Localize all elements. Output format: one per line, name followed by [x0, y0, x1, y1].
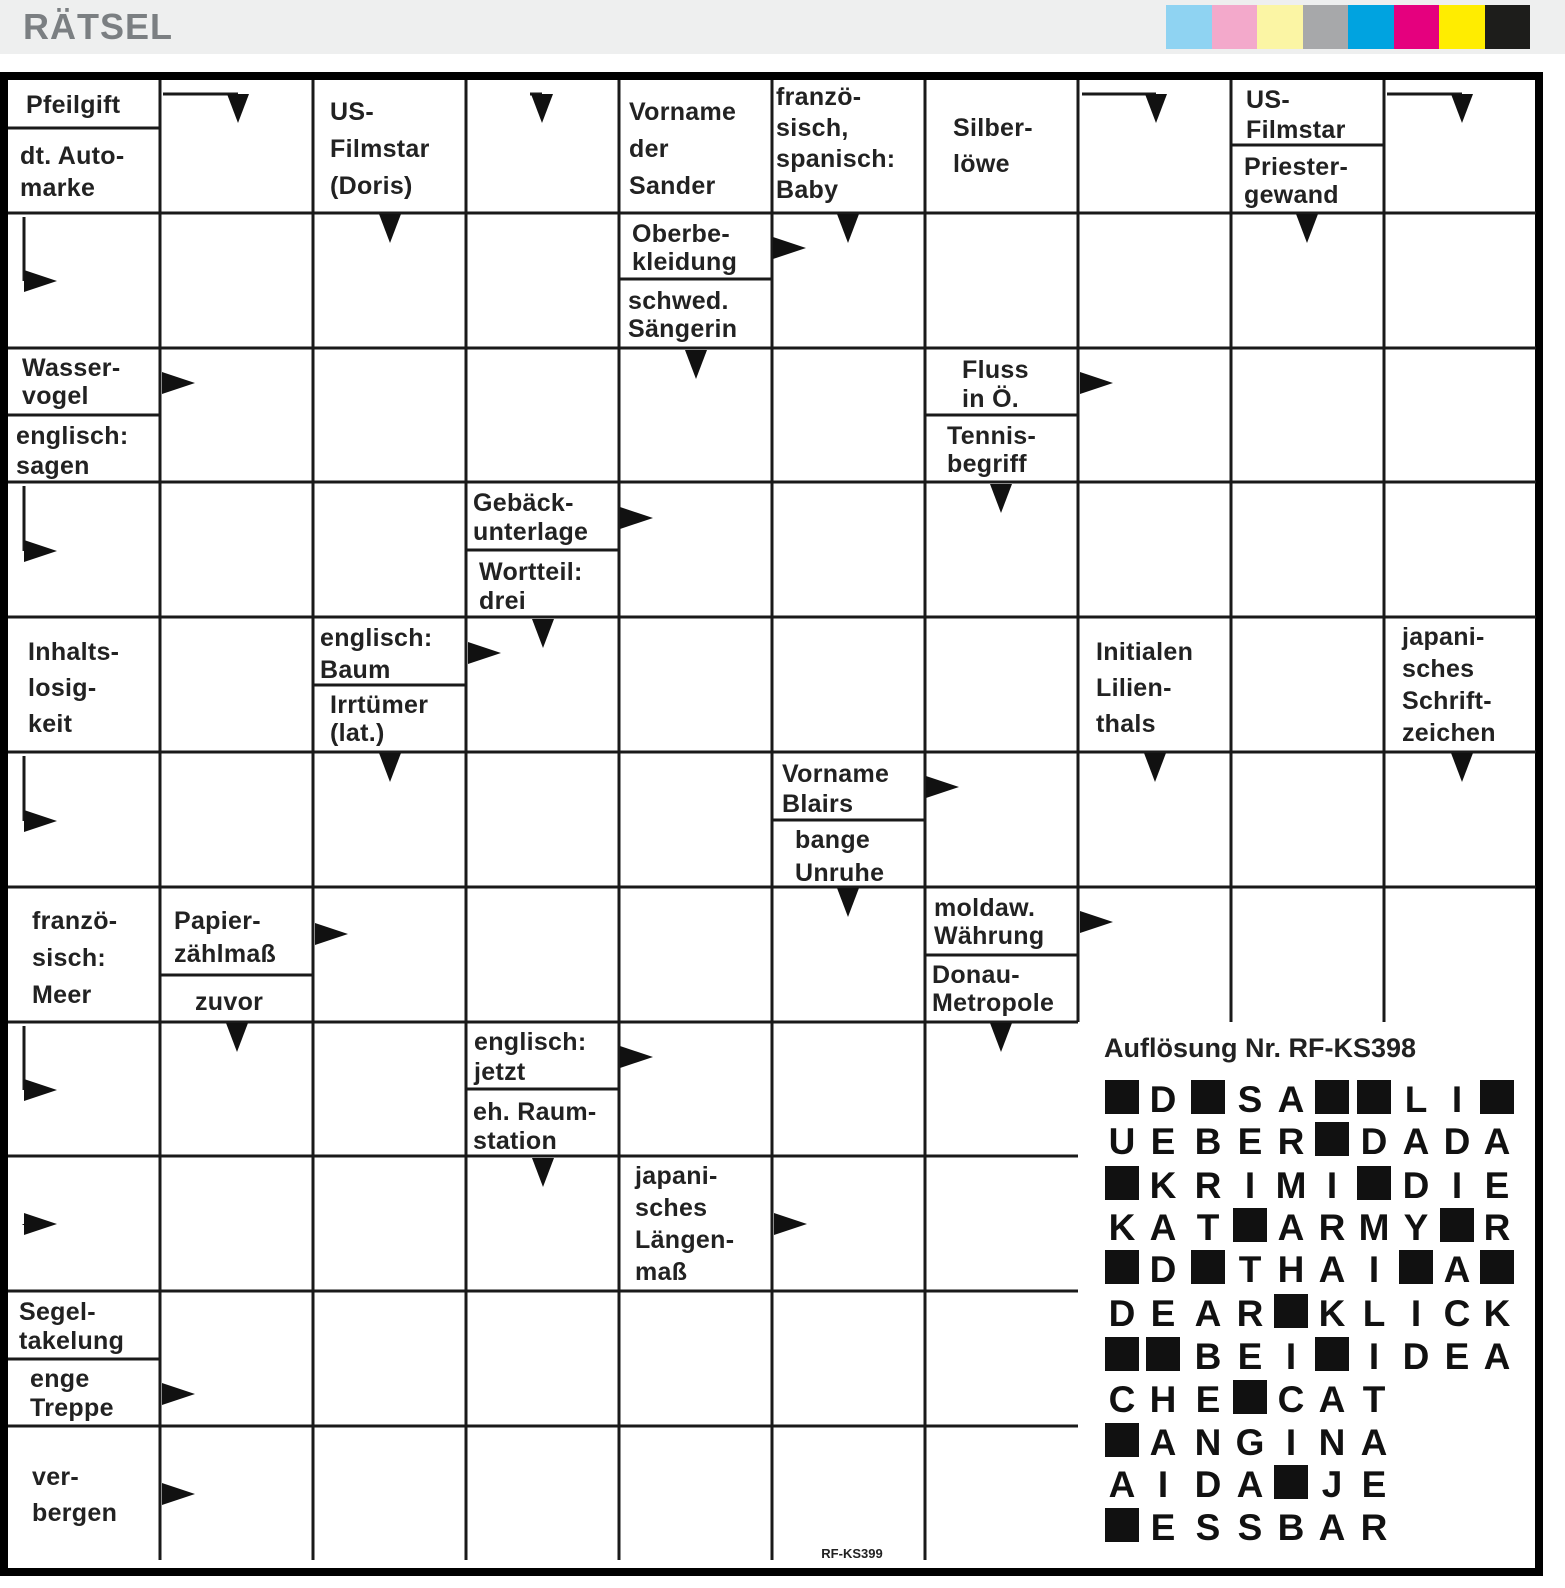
- solution-letter: E: [1150, 1507, 1176, 1548]
- solution-letter: D: [1108, 1293, 1136, 1334]
- clue-donau-metropole: Donau-Metropole: [932, 961, 1055, 1017]
- solution-letter: H: [1277, 1249, 1305, 1290]
- clue-jap-laengenmass: japani-sches Längen-maß: [635, 1162, 735, 1286]
- color-swatch-5: [1348, 5, 1394, 49]
- solution-letter: I: [1368, 1249, 1380, 1290]
- solution-letter: S: [1195, 1507, 1221, 1548]
- clue-wortteil-drei: Wortteil: drei: [479, 558, 583, 615]
- solution-letter: I: [1285, 1336, 1297, 1377]
- clue-raumstation: eh. Raum-station: [473, 1098, 597, 1155]
- solution-block: [1315, 1080, 1349, 1114]
- solution-letter: K: [1318, 1293, 1346, 1334]
- solution-letter: R: [1194, 1165, 1222, 1206]
- solution-letter: I: [1368, 1336, 1380, 1377]
- solution-letter: R: [1277, 1121, 1305, 1162]
- solution-block: [1480, 1080, 1514, 1114]
- solution-block: [1274, 1465, 1308, 1499]
- solution-letter: A: [1149, 1422, 1177, 1463]
- solution-letter: E: [1237, 1336, 1263, 1377]
- solution-letter: M: [1275, 1165, 1307, 1206]
- solution-letter: A: [1149, 1207, 1177, 1248]
- page-title: RÄTSEL: [23, 6, 173, 47]
- solution-block: [1105, 1508, 1139, 1542]
- clue-irrtuemer: Irrtümer (lat.): [330, 691, 429, 747]
- solution-block: [1191, 1080, 1225, 1114]
- solution-letter: A: [1277, 1079, 1305, 1120]
- solution-letter: D: [1443, 1121, 1471, 1162]
- solution-letter: I: [1410, 1293, 1422, 1334]
- solution-block: [1233, 1380, 1267, 1414]
- color-swatch-2: [1212, 5, 1258, 49]
- solution-letter: Y: [1403, 1207, 1429, 1248]
- solution-letter: R: [1483, 1207, 1511, 1248]
- solution-block: [1233, 1208, 1267, 1242]
- solution-letter: B: [1194, 1121, 1222, 1162]
- solution-block: [1105, 1423, 1139, 1457]
- clue-vorname-blairs: Vorname Blairs: [782, 760, 890, 818]
- solution-letter: I: [1451, 1079, 1463, 1120]
- solution-block: [1315, 1337, 1349, 1371]
- solution-letter: T: [1362, 1379, 1386, 1420]
- clue-inhaltslosigkeit: Inhalts-losig-keit: [28, 638, 120, 738]
- clue-segeltakelung: Segel-takelung: [19, 1298, 125, 1355]
- solution-letter: L: [1362, 1293, 1386, 1334]
- solution-letter: B: [1194, 1336, 1222, 1377]
- solution-letter: A: [1318, 1507, 1346, 1548]
- crossword-grid: [0, 72, 1565, 1588]
- solution-letter: T: [1196, 1207, 1220, 1248]
- solution-letter: R: [1318, 1207, 1346, 1248]
- solution-letter: I: [1285, 1422, 1297, 1463]
- solution-block: [1105, 1080, 1139, 1114]
- clue-papierzaehlmass: Papier-zählmaß: [174, 907, 277, 968]
- clue-meer: franzö-sisch: Meer: [32, 907, 118, 1009]
- header-bar: [0, 0, 1565, 54]
- color-swatch-8: [1485, 5, 1531, 49]
- solution-letter: D: [1194, 1464, 1222, 1505]
- solution-letter: D: [1402, 1336, 1430, 1377]
- solution-block: [1480, 1250, 1514, 1284]
- solution-letter: A: [1402, 1121, 1430, 1162]
- color-swatch-7: [1439, 5, 1485, 49]
- solution-letter: A: [1236, 1464, 1264, 1505]
- clue-moldaw-waehrung: moldaw. Währung: [934, 894, 1045, 950]
- solution-letter: M: [1358, 1207, 1390, 1248]
- clue-pfeilgift: Pfeilgift: [26, 91, 121, 119]
- clue-silberloewe: Silber-löwe: [953, 114, 1033, 178]
- clue-priestergewand: Priester-gewand: [1244, 153, 1349, 209]
- clue-schwed-saengerin: schwed. Sängerin: [628, 287, 738, 343]
- solution-letter: I: [1326, 1165, 1338, 1206]
- solution-letter: S: [1237, 1507, 1263, 1548]
- clue-baby: franzö-sisch, spanisch: Baby: [776, 83, 896, 204]
- solution-block: [1315, 1122, 1349, 1156]
- clue-gebaeckunterlage: Gebäck-unterlage: [473, 489, 589, 546]
- solution-block: [1274, 1294, 1308, 1328]
- clue-us-filmstar-doris: US-Filmstar (Doris): [330, 98, 430, 200]
- solution-letter: E: [1150, 1121, 1176, 1162]
- solution-letter: A: [1443, 1249, 1471, 1290]
- clue-enge-treppe: enge Treppe: [30, 1365, 114, 1422]
- solution-letter: R: [1360, 1507, 1388, 1548]
- solution-block: [1191, 1250, 1225, 1284]
- solution-letter: A: [1194, 1293, 1222, 1334]
- solution-letter: C: [1108, 1379, 1136, 1420]
- solution-title: Auflösung Nr. RF-KS398: [1104, 1033, 1417, 1063]
- solution-block: [1105, 1337, 1139, 1371]
- color-swatch-6: [1394, 5, 1440, 49]
- solution-letter: D: [1149, 1079, 1177, 1120]
- solution-letter: E: [1195, 1379, 1221, 1420]
- clue-bange-unruhe: bange Unruhe: [795, 826, 885, 887]
- solution-letter: I: [1451, 1165, 1463, 1206]
- solution-letter: I: [1244, 1165, 1256, 1206]
- solution-letter: E: [1237, 1121, 1263, 1162]
- puzzle-code: RF-KS399: [821, 1546, 883, 1561]
- clue-wasservogel: Wasser-vogel: [22, 354, 121, 410]
- solution-letter: A: [1483, 1121, 1511, 1162]
- solution-letter: D: [1149, 1249, 1177, 1290]
- solution-block: [1105, 1166, 1139, 1200]
- clue-dt-automarke: dt. Auto-marke: [20, 142, 125, 202]
- solution-letter: E: [1484, 1165, 1510, 1206]
- solution-letter: A: [1318, 1249, 1346, 1290]
- clue-verbergen: ver-bergen: [32, 1463, 118, 1527]
- color-swatch-1: [1166, 5, 1212, 49]
- solution-block: [1440, 1208, 1474, 1242]
- solution-letter: B: [1277, 1507, 1305, 1548]
- solution-letter: U: [1108, 1121, 1136, 1162]
- solution-letter: L: [1404, 1079, 1428, 1120]
- clue-jap-schriftzeichen: japani-sches Schrift-zeichen: [1402, 623, 1496, 747]
- color-registration-bar: [1166, 5, 1530, 49]
- solution-letter: S: [1237, 1079, 1263, 1120]
- solution-letter: G: [1235, 1422, 1265, 1463]
- color-swatch-3: [1257, 5, 1303, 49]
- clue-us-filmstar: US-Filmstar: [1246, 86, 1346, 144]
- clue-oberbekleidung: Oberbe-kleidung: [632, 220, 738, 276]
- solution-letter: T: [1238, 1249, 1262, 1290]
- clue-englisch-jetzt: englisch: jetzt: [474, 1028, 587, 1086]
- solution-letter: C: [1277, 1379, 1305, 1420]
- color-swatch-4: [1303, 5, 1349, 49]
- solution-letter: E: [1361, 1464, 1387, 1505]
- solution-letter: C: [1443, 1293, 1471, 1334]
- clue-vorname-sander: Vorname der Sander: [629, 98, 737, 200]
- solution-letter: N: [1318, 1422, 1346, 1463]
- solution-letter: A: [1108, 1464, 1136, 1505]
- solution-block: [1399, 1250, 1433, 1284]
- solution-letter: N: [1194, 1422, 1222, 1463]
- solution-letter: J: [1321, 1464, 1343, 1505]
- solution-letter: D: [1360, 1121, 1388, 1162]
- solution-block: [1357, 1166, 1391, 1200]
- solution-letter: E: [1150, 1293, 1176, 1334]
- solution-letter: A: [1277, 1207, 1305, 1248]
- solution-letter: E: [1444, 1336, 1470, 1377]
- solution-letter: H: [1149, 1379, 1177, 1420]
- solution-letter: K: [1108, 1207, 1136, 1248]
- solution-letter: A: [1360, 1422, 1388, 1463]
- solution-letter: A: [1483, 1336, 1511, 1377]
- solution-letter: D: [1402, 1165, 1430, 1206]
- clue-zuvor: zuvor: [195, 988, 264, 1016]
- solution-letter: K: [1149, 1165, 1177, 1206]
- clue-fluss: Fluss in Ö.: [962, 356, 1029, 413]
- clue-englisch-baum: englisch: Baum: [320, 624, 433, 684]
- solution-block: [1146, 1337, 1180, 1371]
- solution-letter: R: [1236, 1293, 1264, 1334]
- clue-tennisbegriff: Tennis-begriff: [947, 422, 1037, 478]
- solution-letter: K: [1483, 1293, 1511, 1334]
- clue-initialen: Initialen Lilien-thals: [1096, 638, 1194, 738]
- solution-letter: A: [1318, 1379, 1346, 1420]
- solution-block: [1357, 1080, 1391, 1114]
- clue-englisch-sagen: englisch: sagen: [16, 422, 129, 480]
- solution-block: [1105, 1250, 1139, 1284]
- solution-letter: I: [1157, 1464, 1169, 1505]
